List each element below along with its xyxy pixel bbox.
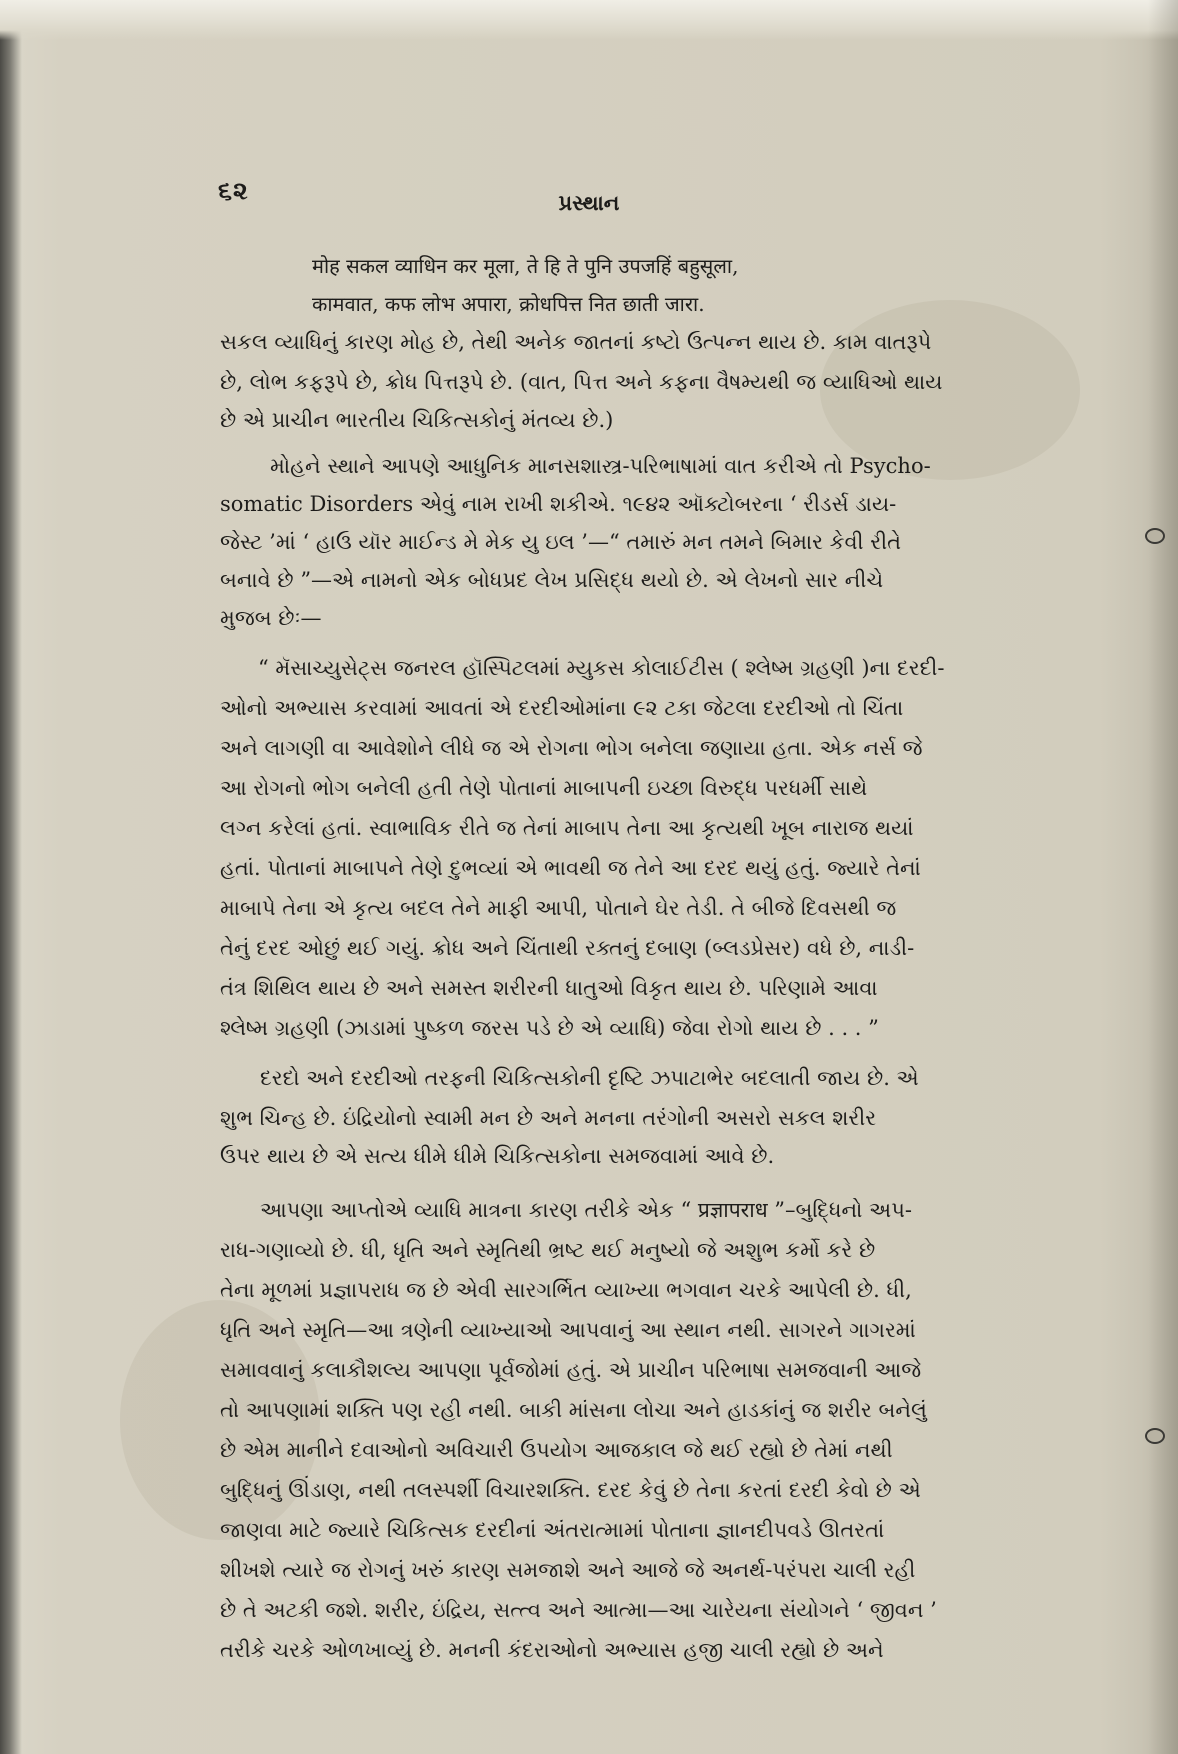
text-line: છે એમ માનીને દવાઓનો અવિચારી ઉપયોગ આજકાલ જે થઈ રહ્યો છે તેમાં નથી <box>220 1438 893 1462</box>
text-line: દરદો અને દરદીઓ તરફની ચિકિત્સકોની દૃષ્ટિ ઝપાટાભેર બદલાતી જાય છે. એ <box>260 1066 919 1090</box>
text-line: તો આપણામાં શક્તિ પણ રહી નથી. બાકી માંસના લોચા અને હાડકાંનું જ શરીર બનેલું <box>220 1398 927 1422</box>
text-line: રાધ-ગણાવ્યો છે. ધી, ધૃતિ અને સ્મૃતિથી ભ્રષ્ટ થઈ મનુષ્યો જે અશુભ કર્મો કરે છે <box>220 1238 876 1262</box>
text-line: somatic Disorders એવું નામ રાખી શકીએ. ૧૯૪૨ ઑક્ટોબરના ‘ રીડર્સ ડાય- <box>220 492 897 516</box>
text-line: તરીકે ચરકે ઓળખાવ્યું છે. મનની કંદરાઓનો અભ્યાસ હજી ચાલી રહ્યો છે અને <box>220 1638 884 1662</box>
text-line: છે, લોભ કફરૂપે છે, ક્રોધ પિત્તરૂપે છે. (વાત, પિત્ત અને કફના વૈષમ્યથી જ વ્યાધિઓ થાય <box>220 370 943 394</box>
text-line: બુદ્ધિનું ઊંડાણ, નથી તલસ્પર્શી વિચારશક્તિ. દરદ કેવું છે તેના કરતાં દરદી કેવો છે એ <box>220 1478 921 1502</box>
text-line: ઓનો અભ્યાસ કરવામાં આવતાં એ દરદીઓમાંના ૯૨ ટકા જેટલા દરદીઓ તો ચિંતા <box>220 696 904 720</box>
text-line: ધૃતિ અને સ્મૃતિ—આ ત્રણેની વ્યાખ્યાઓ આપવાનું આ સ્થાન નથી. સાગરને ગાગરમાં <box>220 1318 916 1342</box>
text-line: છે એ પ્રાચીન ભારતીય ચિકિત્સકોનું મંતવ્ય છે.) <box>220 408 614 432</box>
text-line: આ રોગનો ભોગ બનેલી હતી તેણે પોતાનાં માબાપની ઇચ્છા વિરુદ્ધ પરધર્મી સાથે <box>220 776 868 800</box>
text-line: “ મૅસાચ્યુસેટ્સ જનરલ હૉસ્પિટલમાં મ્યુકસ કોલાઈટીસ ( શ્લેષ્મ ગ્રહણી )ના દરદી- <box>258 656 945 680</box>
text-line: શીખશે ત્યારે જ રોગનું ખરું કારણ સમજાશે અને આજે જે અનર્થ-પરંપરા ચાલી રહી <box>220 1558 916 1582</box>
text-line: આપણા આપ્તોએ વ્યાધિ માત્રના કારણ તરીકે એક “ प्रज्ञापराध ”–બુદ્ધિનો અપ- <box>260 1198 912 1222</box>
text-line: મુજબ છેઃ— <box>220 606 322 630</box>
text-line: અને લાગણી વા આવેશોને લીધે જ એ રોગના ભોગ બનેલા જણાયા હતા. એક નર્સ જે <box>220 736 923 760</box>
text-line: તેનું દરદ ઓછું થઈ ગયું. ક્રોધ અને ચિંતાથી રક્તનું દબાણ (બ્લડપ્રેસર) વધે છે, નાડી- <box>220 936 915 960</box>
text-line: સકલ વ્યાધિનું કારણ મોહ છે, તેથી અનેક જાતનાં કષ્ટો ઉત્પન્ન થાય છે. કામ વાતરૂપે <box>220 330 932 354</box>
verse-line: मोह सकल व्याधिन कर मूला, ते हि ते पुनि उपजहिं बहुसूला, <box>312 254 739 278</box>
running-head: પ્રસ્થાન <box>558 190 620 215</box>
text-line: મોહને સ્થાને આપણે આધુનિક માનસશાસ્ત્ર-પરિભાષામાં વાત કરીએ તો Psycho- <box>270 454 931 478</box>
text-line: બનાવે છે ”—એ નામનો એક બોધપ્રદ લેખ પ્રસિદ્ધ થયો છે. એ લેખનો સાર નીચે <box>220 568 884 592</box>
text-line: માબાપે તેના એ કૃત્ય બદલ તેને માફી આપી, પોતાને ઘેર તેડી. તે બીજે દિવસથી જ <box>220 896 897 920</box>
text-line: શ્લેષ્મ ગ્રહણી (ઝાડામાં પુષ્કળ જરસ પડે છે એ વ્યાધિ) જેવા રોગો થાય છે . . . ” <box>220 1016 879 1040</box>
text-line: છે તે અટકી જશે. શરીર, ઇંદ્રિય, સત્ત્વ અને આત્મા—આ ચારેયના સંયોગને ‘ જીવન ’ <box>220 1598 937 1622</box>
text-line: લગ્ન કરેલાં હતાં. સ્વાભાવિક રીતે જ તેનાં માબાપ તેના આ કૃત્યથી ખૂબ નારાજ થયાં <box>220 816 914 840</box>
text-line: શુભ ચિન્હ છે. ઇંદ્રિયોનો સ્વામી મન છે અને મનના તરંગોની અસરો સકલ શરીર <box>220 1106 877 1130</box>
text-line: સમાવવાનું કલાકૌશલ્ય આપણા પૂર્વજોમાં હતું. એ પ્રાચીન પરિભાષા સમજવાની આજે <box>220 1358 922 1382</box>
text-line: જાણવા માટે જ્યારે ચિકિત્સક દરદીનાં અંતરાત્મામાં પોતાના જ્ઞાનદીપવડે ઊતરતાં <box>220 1518 885 1542</box>
text-line: હતાં. પોતાનાં માબાપને તેણે દુભવ્યાં એ ભાવથી જ તેને આ દરદ થયું હતું. જ્યારે તેનાં <box>220 856 921 880</box>
text-line: જેસ્ટ ’માં ‘ હાઉ યૉર માઈન્ડ મે મેક યુ ઇલ ’—“ તમારું મન તમને બિમાર કેવી રીતે <box>220 530 902 554</box>
text-line: ઉપર થાય છે એ સત્ય ધીમે ધીમે ચિકિત્સકોના સમજવામાં આવે છે. <box>220 1144 775 1168</box>
verse-line: कामवात, कफ लोभ अपारा, क्रोधपित्त नित छाती जारा. <box>312 292 705 316</box>
page-number: ૬૨ <box>218 176 249 205</box>
text-line: તંત્ર શિથિલ થાય છે અને સમસ્ત શરીરની ધાતુઓ વિકૃત થાય છે. પરિણામે આવા <box>220 976 878 1000</box>
text-line: તેના મૂળમાં પ્રજ્ઞાપરાધ જ છે એવી સારગર્ભિત વ્યાખ્યા ભગવાન ચરકે આપેલી છે. ધી, <box>220 1278 912 1302</box>
